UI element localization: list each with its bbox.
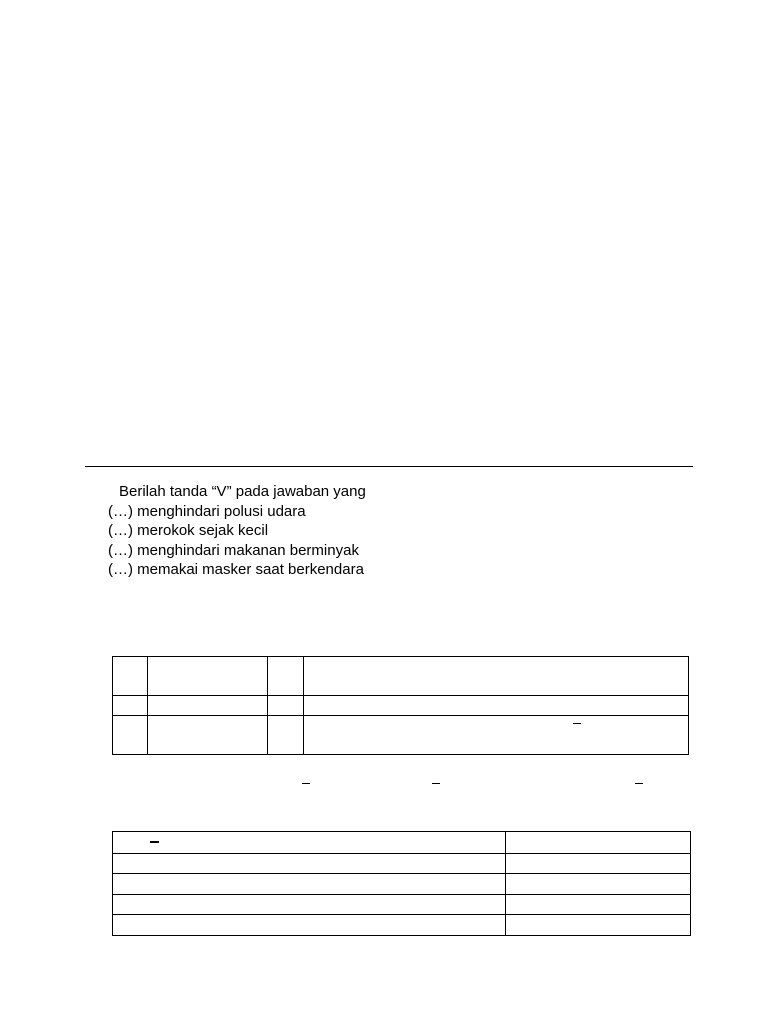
answer-option: (…) merokok sejak kecil — [108, 522, 269, 539]
answer-option: (…) menghindari makanan berminyak — [108, 541, 359, 559]
lower-table — [112, 831, 691, 936]
row-divider — [113, 914, 690, 915]
column-divider — [147, 657, 148, 754]
dash-mark — [302, 783, 310, 784]
question-heading: Berilah tanda “V” pada jawaban yang — [119, 483, 366, 500]
column-divider — [267, 657, 268, 754]
column-divider — [303, 657, 304, 754]
column-divider — [505, 832, 506, 935]
dash-mark — [432, 783, 440, 784]
horizontal-divider — [85, 466, 693, 467]
row-divider — [113, 695, 688, 696]
upper-table — [112, 656, 689, 755]
row-divider — [113, 715, 688, 716]
question-block — [108, 482, 366, 580]
dash-mark — [573, 723, 581, 724]
dash-mark — [150, 841, 159, 843]
dash-mark — [635, 783, 643, 784]
row-divider — [113, 894, 690, 895]
answer-option: (…) menghindari polusi udara — [108, 502, 306, 520]
row-divider — [113, 873, 690, 874]
row-divider — [113, 853, 690, 854]
answer-option: (…) memakai masker saat berkendara — [108, 561, 364, 578]
